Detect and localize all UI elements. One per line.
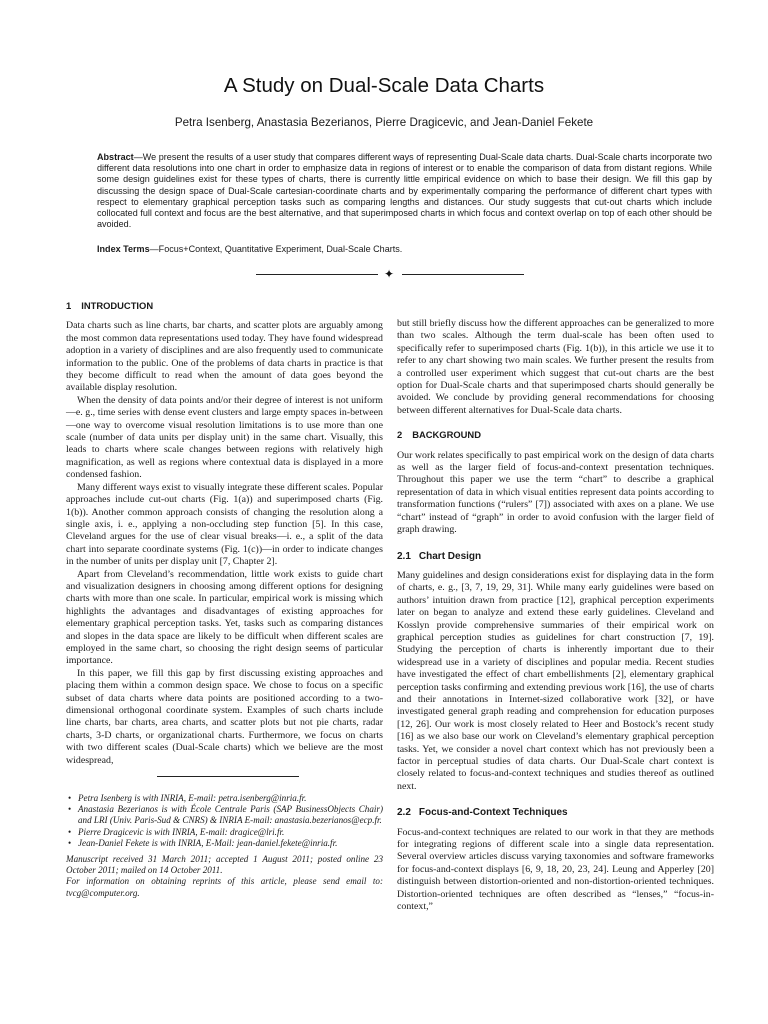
paragraph: Focus-and-context techniques are related to our work in that they are methods for integrating regions of different scale into a single data representation. Several overview articles discuss varying taxonomies and software frameworks for focus-and-context displays [6, 9, 18, 20, 23, 24]. Leung and Apperley [20] distinguish between distortion-oriented and non-distortion-oriented techniques. Distortion-oriented techniques are often described as “lenses,” “focus-in-context,” <box>397 826 714 913</box>
right-column <box>397 318 714 913</box>
subsection-number: 2.1 <box>397 550 411 562</box>
footnotes <box>66 793 383 899</box>
section-number: 1 <box>66 300 72 311</box>
footnote-item: • Petra Isenberg is with INRIA, E-mail: petra.isenberg@inria.fr. <box>68 793 307 804</box>
footnote-item: • Anastasia Bezerianos is with École Centrale Paris (SAP BusinessObjects Chair) and LRI (Univ. Paris-Sud & CNRS) & INRIA E-mail: anastasia.bezerianos@ecp.fr. <box>68 804 383 826</box>
footnote-item: • Jean-Daniel Fekete is with INRIA, E-Mail: jean-daniel.fekete@inria.fr. <box>68 837 338 848</box>
left-column <box>66 300 383 899</box>
section-heading-background <box>397 429 714 441</box>
section-number: 2 <box>397 429 403 441</box>
subsection-title: Focus-and-Context Techniques <box>418 807 568 819</box>
section-heading-introduction <box>66 300 383 312</box>
paragraph: In this paper, we fill this gap by first discussing existing approaches and placing them within a common design space. We chose to focus on a specific subset of data charts where data points are positioned according to a two-dimensional orthogonal coordinate system. Examples of such charts include line charts, bar charts, area charts, and scatter plots but not pie charts, radar charts, 3-D charts, or organizational charts. Furthermore, we focus on charts with two different scales (Dual-Scale charts) which we believe are the most widespread, <box>66 667 383 766</box>
section-separator <box>256 268 524 282</box>
subsection-number: 2.2 <box>397 807 411 819</box>
index-terms <box>97 244 712 255</box>
manuscript-note: Manuscript received 31 March 2011; accepted 1 August 2011; posted online 23 October 2011; mailed on 14 October 2011. <box>66 854 383 876</box>
section-heading-first: I <box>81 300 84 311</box>
separator-line-left <box>256 274 378 275</box>
abstract <box>97 152 712 230</box>
reprints-note: For information on obtaining reprints of this article, please send email to: tvcg@computer.org. <box>66 876 383 898</box>
paragraph: Our work relates specifically to past empirical work on the design of data charts as well as the larger field of focus-and-context presentation techniques. Throughout this paper we use the term “chart” to describe a graphical representation of data in which visual entities represent data points according to transformation functions (“rulers” [7]) associated with axes on a plane. We use “chart” instead of “graph” in order to avoid confusion with the larger field of graph drawing. <box>397 449 714 536</box>
abstract-label: Abstract <box>97 152 134 162</box>
separator-diamond-icon: ✦ <box>384 267 395 281</box>
section-heading-first: B <box>412 429 419 441</box>
subsection-title: Chart Design <box>418 550 482 562</box>
section-heading-rest: NTRODUCTION <box>83 300 154 311</box>
paragraph: When the density of data points and/or their degree of interest is not uniform—e. g., time series with dense event clusters and large empty spaces in-between—one way to overcome visual resolution limitations is to use more than one scale (number of data units per display unit) in the same chart. Visually, this leads to charts where scale changes between regions with relatively high magnification, as well as regions where contextual data is displayed in a more condensed fashion. <box>66 394 383 481</box>
paragraph: Data charts such as line charts, bar charts, and scatter plots are arguably among the most common data representations used today. They have found widespread adoption in a variety of disciplines and are also frequently used to communicate information to the public. One of the problems of data charts in practice is that they become difficult to read when the amount of data goes beyond the available display resolution. <box>66 320 383 394</box>
subsection-heading-chart-design <box>397 551 714 563</box>
index-terms-label: Index Terms <box>97 244 150 254</box>
paragraph: Many different ways exist to visually integrate these different scales. Popular approaches include cut-out charts (Fig. 1(a)) and superimposed charts (Fig. 1(b)). Another common approach consists of changing the resolution along a single axis, i. e., applying a non-occluding step function [5]. In this case, Cleveland argues for the use of clear visual breaks—i. e., a split of the data chart into separate coordinate systems (Fig. 1(c))—in order to indicate changes in the number of units per display unit [7, Chapter 2]. <box>66 481 383 568</box>
author-list: Petra Isenberg, Anastasia Bezerianos, Pierre Dragicevic, and Jean-Daniel Fekete <box>174 116 594 129</box>
paragraph: Apart from Cleveland’s recommendation, little work exists to guide chart and visualization designers in choosing among different options for designing charts with more than one scale. In particular, empirical work is missing which highlights the advantages and disadvantages of existing approaches for elementary graphical perception tasks. Yet, tasks such as comparing distances and slopes in the data space are likely to be difficult when different scales are employed in the same chart, so choosing the right design seems of particular importance. <box>66 568 383 667</box>
section-heading-rest: ACKGROUND <box>419 429 481 441</box>
footnote-rule <box>157 776 299 777</box>
separator-line-right <box>402 274 524 275</box>
paragraph: Many guidelines and design considerations exist for displaying data in the form of charts, e. g., [3, 7, 19, 29, 31]. While many early guidelines were based on authors’ intuition drawn from practice [12], graphical perception experiments later on began to analyze and extend these early guidelines. Cleveland and Kosslyn provide comprehensive summaries of their empirical work on graphical perception studies as guidelines for chart construction [7, 19]. Studying the perception of charts is inherently important due to their widespread use in a variety of disciplines and popular media. Recent studies have investigated the effect of chart embellishments [2], elementary graphical perception tasks confirming and extending previous work [16], the use of charts and their annotations in Internet-sized collaborative work [32], or have investigated general graph reading and comprehension for education purposes [12, 26]. Our work is most closely related to Heer and Bostock’s recent study [16] as we also base our work on Cleveland’s elementary graphical perception tasks. Yet, we consider a novel chart context which has not previously been a factor in perceptual studies of data charts. Our Dual-Scale chart context is closely related to focus-and-context techniques and studies thereof as outlined next. <box>397 569 714 792</box>
footnote-item: • Pierre Dragicevic is with INRIA, E-mail: dragice@lri.fr. <box>68 826 285 837</box>
abstract-text: —We present the results of a user study that compares different ways of representing Dual-Scale data charts. Dual-Scale charts incorporate two different data resolutions into one chart in order to emphasize data in regions of interest or to enable the comparison of data from distant regions. While some design guidelines exist for these types of charts, there is currently little empirical evidence on which to base their design. We fill this gap by discussing the design space of Dual-Scale cartesian-coordinate charts and by experimentally comparing the performance of different chart types with respect to elementary graphical perception tasks such as comparing lengths and distances. Our study suggests that cut-out charts which include collocated full context and focus are the best alternative, and that superimposed charts in which focus and context overlap on top of each other should be avoided. <box>97 152 712 230</box>
paper-title: A Study on Dual-Scale Data Charts <box>223 74 545 97</box>
paragraph: but still briefly discuss how the different approaches can be generalized to more than two scales. Although the term dual-scale has been often used to specifically refer to superimposed charts (Fig. 1(b)), in this article we use it to refer to any chart showing two main scales. We further present the results from a controlled user experiment which suggest that cut-out charts are the best option for Dual-Scale charts and that superimposed charts should generally be avoided. We conclude by providing general recommendations for choosing between different alternatives for Dual-Scale data charts. <box>397 318 714 416</box>
subsection-heading-focus-context <box>397 807 714 819</box>
index-terms-text: —Focus+Context, Quantitative Experiment, Dual-Scale Charts. <box>149 244 403 254</box>
